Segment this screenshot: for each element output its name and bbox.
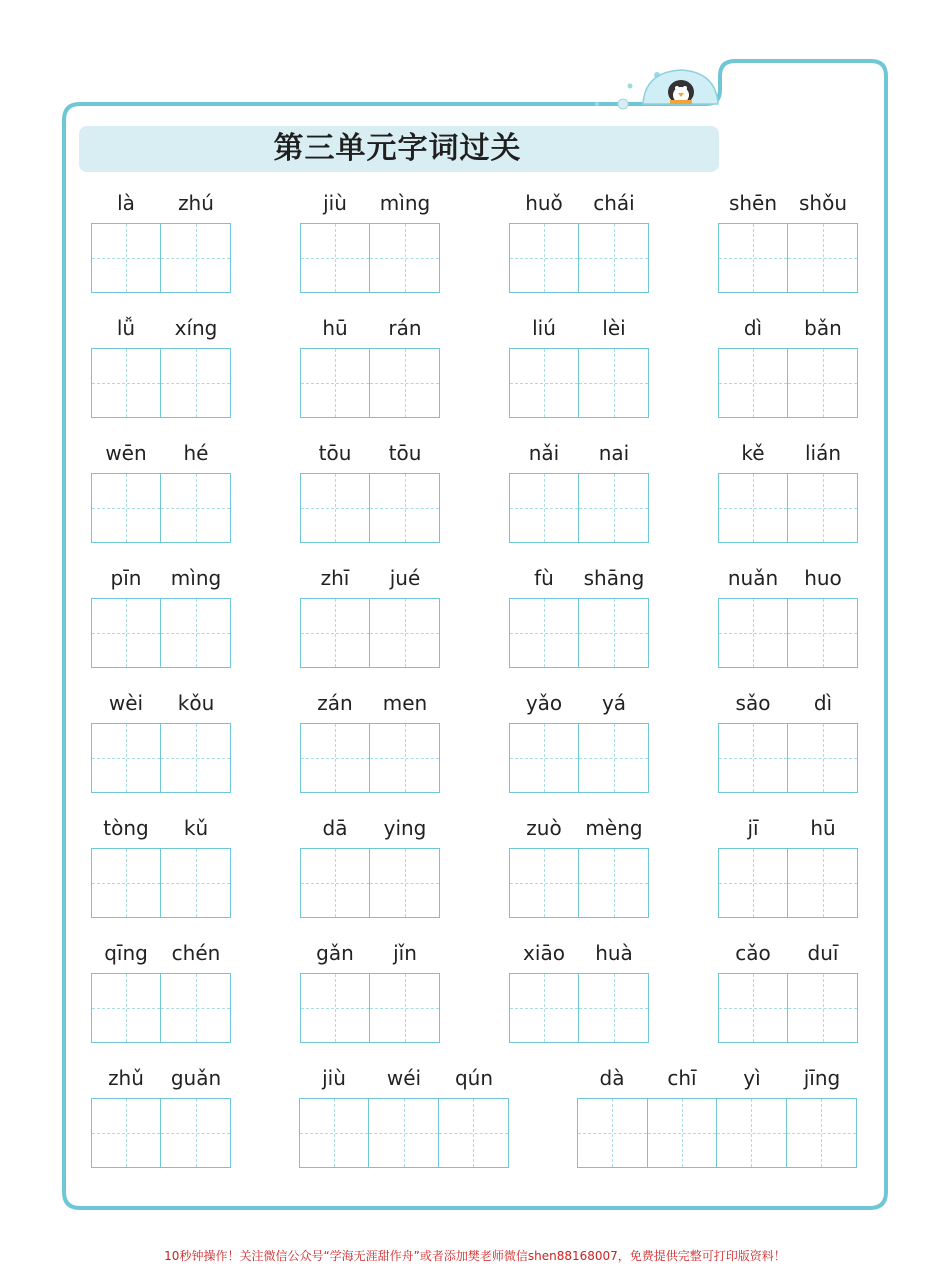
pinyin-label: dì [813, 691, 833, 715]
word-group [299, 1066, 509, 1168]
word-group [718, 316, 858, 418]
writing-cell[interactable] [301, 599, 370, 667]
writing-cell[interactable] [788, 349, 857, 417]
pinyin-label: huo [804, 566, 842, 590]
page-title: 第三单元字词过关 [273, 131, 522, 166]
writing-cell[interactable] [369, 1099, 438, 1167]
pinyin-label: huǒ [525, 191, 563, 215]
writing-cell[interactable] [161, 1099, 230, 1167]
writing-grid [509, 223, 649, 293]
writing-cell[interactable] [161, 474, 230, 542]
title-bar [79, 126, 719, 172]
pinyin-label: zán [317, 691, 353, 715]
writing-cell[interactable] [719, 974, 788, 1042]
writing-grid [718, 473, 858, 543]
pinyin-label: tòng [103, 816, 149, 840]
pinyin-label: dā [322, 816, 348, 840]
pinyin-label: wéi [386, 1066, 422, 1090]
word-group [718, 816, 858, 918]
word-group [91, 441, 231, 543]
writing-grid [91, 473, 231, 543]
writing-cell[interactable] [370, 349, 439, 417]
pinyin-label: ying [383, 816, 427, 840]
writing-grid [718, 973, 858, 1043]
writing-cell[interactable] [161, 849, 230, 917]
word-group [300, 566, 440, 668]
writing-grid [718, 223, 858, 293]
writing-cell[interactable] [301, 849, 370, 917]
writing-cell[interactable] [301, 349, 370, 417]
word-group [509, 316, 649, 418]
writing-grid [300, 848, 440, 918]
pinyin-label: dà [599, 1066, 625, 1090]
writing-grid [91, 348, 231, 418]
writing-grid [509, 723, 649, 793]
pinyin-label: kǔ [183, 816, 209, 840]
pinyin-label: bǎn [804, 316, 842, 340]
writing-cell[interactable] [788, 724, 857, 792]
writing-cell[interactable] [370, 474, 439, 542]
writing-cell[interactable] [92, 724, 161, 792]
pinyin-label: nuǎn [727, 566, 779, 590]
pinyin-label: yì [743, 1066, 761, 1090]
word-group [718, 691, 858, 793]
word-group [509, 191, 649, 293]
word-group [718, 191, 858, 293]
writing-cell[interactable] [717, 1099, 787, 1167]
writing-cell[interactable] [510, 599, 579, 667]
writing-grid [718, 723, 858, 793]
writing-grid [509, 473, 649, 543]
pinyin-label: jué [389, 566, 421, 590]
writing-cell[interactable] [719, 599, 788, 667]
writing-cell[interactable] [301, 974, 370, 1042]
writing-cell[interactable] [510, 724, 579, 792]
word-group [718, 941, 858, 1043]
writing-cell[interactable] [788, 974, 857, 1042]
pinyin-label: mìng [379, 191, 431, 215]
writing-cell[interactable] [579, 599, 648, 667]
writing-cell[interactable] [161, 349, 230, 417]
writing-grid [91, 223, 231, 293]
writing-cell[interactable] [719, 224, 788, 292]
word-group [577, 1066, 857, 1168]
writing-grid [300, 223, 440, 293]
pinyin-label: shǒu [798, 191, 847, 215]
writing-cell[interactable] [578, 1099, 648, 1167]
writing-cell[interactable] [92, 474, 161, 542]
pinyin-label: qún [454, 1066, 494, 1090]
writing-grid [300, 473, 440, 543]
writing-grid [718, 348, 858, 418]
pinyin-label: zhú [178, 191, 214, 215]
writing-cell[interactable] [510, 974, 579, 1042]
word-group [509, 566, 649, 668]
pinyin-label: là [117, 191, 135, 215]
writing-cell[interactable] [370, 849, 439, 917]
writing-cell[interactable] [439, 1099, 508, 1167]
pinyin-label: chén [171, 941, 221, 965]
writing-cell[interactable] [579, 974, 648, 1042]
writing-grid [300, 973, 440, 1043]
pinyin-label: shāng [583, 566, 645, 590]
word-group [91, 941, 231, 1043]
writing-cell[interactable] [510, 349, 579, 417]
pinyin-label: qīng [104, 941, 148, 965]
pinyin-label: pīn [110, 566, 142, 590]
pinyin-label: cǎo [735, 941, 771, 965]
word-group [509, 941, 649, 1043]
writing-grid [300, 723, 440, 793]
writing-grid [300, 598, 440, 668]
writing-grid [509, 598, 649, 668]
pinyin-label: hū [810, 816, 836, 840]
writing-cell[interactable] [787, 1099, 857, 1167]
writing-grid [91, 1098, 231, 1168]
word-group [91, 316, 231, 418]
pinyin-label: gǎn [316, 941, 354, 965]
word-group [300, 816, 440, 918]
writing-cell[interactable] [788, 224, 857, 292]
word-group [300, 441, 440, 543]
writing-cell[interactable] [579, 724, 648, 792]
pinyin-label: jī [747, 816, 759, 840]
writing-cell[interactable] [510, 849, 579, 917]
writing-cell[interactable] [92, 349, 161, 417]
pinyin-label: duī [807, 941, 839, 965]
pinyin-label: lèi [602, 316, 626, 340]
pinyin-label: mìng [170, 566, 222, 590]
writing-cell[interactable] [92, 1099, 161, 1167]
writing-cell[interactable] [161, 724, 230, 792]
pinyin-label: zhī [320, 566, 350, 590]
word-group [300, 316, 440, 418]
writing-cell[interactable] [370, 974, 439, 1042]
pinyin-label: men [382, 691, 428, 715]
writing-cell[interactable] [370, 224, 439, 292]
pinyin-label: nǎi [528, 441, 560, 465]
pinyin-label: kě [741, 441, 765, 465]
word-group [509, 816, 649, 918]
pinyin-label: wèi [108, 691, 144, 715]
writing-cell[interactable] [579, 474, 648, 542]
writing-cell[interactable] [719, 349, 788, 417]
word-group [91, 191, 231, 293]
writing-grid [300, 348, 440, 418]
pinyin-label: lǚ [116, 316, 136, 340]
footer-note: 10秒钟操作！关注微信公众号“学海无涯甜作舟”或者添加樊老师微信shen88168007，免费提供完整可打印版资料！ [164, 1249, 786, 1263]
pinyin-label: wēn [105, 441, 147, 465]
pinyin-label: zhǔ [108, 1066, 144, 1090]
pinyin-label: dì [743, 316, 763, 340]
writing-cell[interactable] [370, 724, 439, 792]
writing-cell[interactable] [510, 224, 579, 292]
pinyin-label: liú [532, 316, 556, 340]
writing-cell[interactable] [92, 849, 161, 917]
pinyin-label: yǎo [525, 691, 563, 715]
pinyin-label: tōu [388, 441, 422, 465]
writing-cell[interactable] [161, 599, 230, 667]
writing-grid [91, 598, 231, 668]
word-group [91, 1066, 231, 1168]
pinyin-label: zuò [526, 816, 562, 840]
pinyin-label: fù [534, 566, 554, 590]
word-group [91, 816, 231, 918]
writing-grid [299, 1098, 509, 1168]
pinyin-label: guǎn [170, 1066, 222, 1090]
writing-cell[interactable] [510, 474, 579, 542]
writing-grid [509, 973, 649, 1043]
word-group [718, 441, 858, 543]
pinyin-label: hé [183, 441, 209, 465]
writing-cell[interactable] [300, 1099, 369, 1167]
writing-grid [718, 598, 858, 668]
pinyin-label: jiù [322, 1066, 346, 1090]
pinyin-label: yá [601, 691, 627, 715]
pinyin-label: hū [322, 316, 348, 340]
writing-grid [91, 723, 231, 793]
writing-cell[interactable] [301, 224, 370, 292]
pinyin-label: jiù [323, 191, 347, 215]
writing-cell[interactable] [788, 599, 857, 667]
pinyin-label: jīng [803, 1066, 841, 1090]
word-group [91, 691, 231, 793]
writing-grid [91, 973, 231, 1043]
pinyin-label: xíng [174, 316, 218, 340]
writing-cell[interactable] [788, 849, 857, 917]
pinyin-label: huà [595, 941, 633, 965]
writing-cell[interactable] [92, 974, 161, 1042]
writing-grid [509, 848, 649, 918]
writing-grid [577, 1098, 857, 1168]
pinyin-label: sǎo [735, 691, 771, 715]
pinyin-label: rán [388, 316, 422, 340]
writing-cell[interactable] [719, 474, 788, 542]
word-group [91, 566, 231, 668]
pinyin-label: xiāo [523, 941, 565, 965]
writing-cell[interactable] [788, 474, 857, 542]
word-group [718, 566, 858, 668]
pinyin-label: chái [593, 191, 635, 215]
writing-cell[interactable] [719, 724, 788, 792]
pinyin-label: chī [667, 1066, 697, 1090]
pinyin-label: jǐn [393, 941, 417, 965]
word-group [300, 191, 440, 293]
writing-cell[interactable] [301, 724, 370, 792]
word-group [300, 941, 440, 1043]
writing-cell[interactable] [579, 349, 648, 417]
word-group [509, 441, 649, 543]
writing-cell[interactable] [579, 224, 648, 292]
word-group [509, 691, 649, 793]
writing-cell[interactable] [92, 224, 161, 292]
pinyin-label: kǒu [177, 691, 215, 715]
writing-grid [91, 848, 231, 918]
pinyin-label: lián [804, 441, 842, 465]
writing-cell[interactable] [301, 474, 370, 542]
pinyin-label: shēn [728, 191, 778, 215]
pinyin-label: tōu [318, 441, 352, 465]
writing-cell[interactable] [92, 599, 161, 667]
writing-cell[interactable] [370, 599, 439, 667]
writing-cell[interactable] [579, 849, 648, 917]
writing-cell[interactable] [648, 1099, 718, 1167]
writing-cell[interactable] [161, 224, 230, 292]
writing-grid [718, 848, 858, 918]
word-group [300, 691, 440, 793]
pinyin-label: nai [598, 441, 630, 465]
pinyin-label: mèng [585, 816, 643, 840]
writing-cell[interactable] [719, 849, 788, 917]
writing-cell[interactable] [161, 974, 230, 1042]
writing-grid [509, 348, 649, 418]
